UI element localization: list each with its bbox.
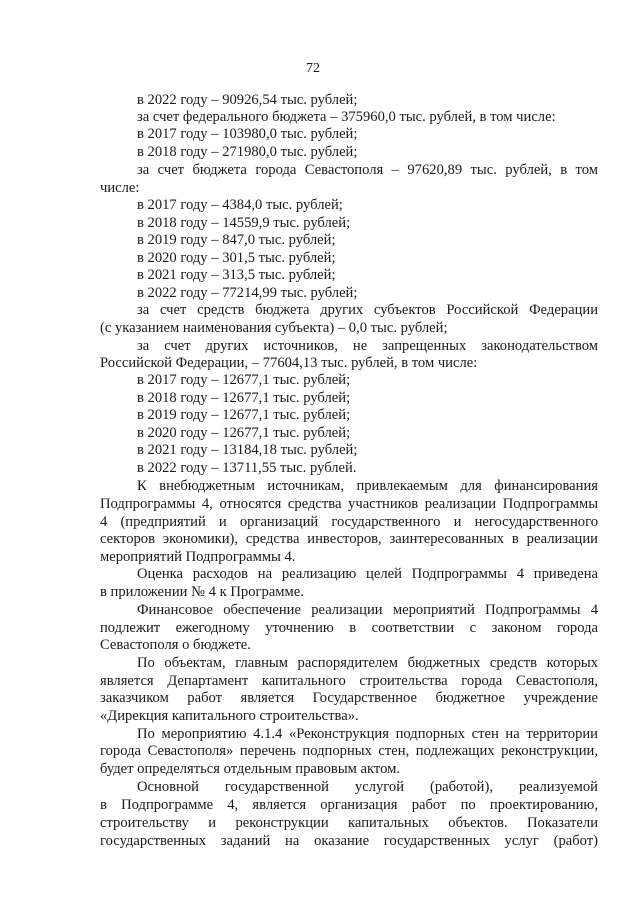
text-line: 4 (предприятий и организаций государственного и негосударственного [100,514,598,530]
text-line: города Севастополя» перечень подпорных стен, подлежащих реконструкции, [100,743,598,759]
text-line: По мероприятию 4.1.4 «Реконструкция подпорных стен на территории [137,726,598,742]
text-line: в 2018 году – 271980,0 тыс. рублей; [137,144,358,160]
text-line: в 2020 году – 301,5 тыс. рублей; [137,250,336,266]
text-line: будет определяться отдельным правовым актом. [100,761,400,777]
text-line: в 2021 году – 13184,18 тыс. рублей; [137,442,358,458]
text-line: за счет бюджета города Севастополя – 97620,89 тыс. рублей, в том [137,162,598,178]
text-line: строительству и реконструкции капитальных объектов. Показатели [100,815,598,831]
page-number: 72 [306,61,320,76]
text-line: Севастополя о бюджете. [100,637,251,653]
text-line: секторов экономики), средства инвесторов, заинтересованных в реализации [100,531,598,547]
text-line: «Дирекция капитального строительства». [100,708,359,724]
text-line: в 2019 году – 12677,1 тыс. рублей; [137,407,351,423]
text-line: числе: [100,180,140,196]
text-line: в 2019 году – 847,0 тыс. рублей; [137,232,336,248]
text-line: является Департамент капитального строительства города Севастополя, [100,673,598,689]
text-line: в 2022 году – 77214,99 тыс. рублей; [137,285,358,301]
text-line: подлежит ежегодному уточнению в соответствии с законом города [100,620,598,636]
text-line: в 2018 году – 14559,9 тыс. рублей; [137,215,351,231]
text-line: Основной государственной услугой (работой), реализуемой [137,779,598,795]
text-line: за счет других источников, не запрещенных законодательством [137,338,598,354]
text-line: Подпрограммы 4, относятся средства участников реализации Подпрограммы [100,496,598,512]
text-line: в 2022 году – 90926,54 тыс. рублей; [137,92,358,108]
text-line: в 2020 году – 12677,1 тыс. рублей; [137,425,351,441]
text-line: (с указанием наименования субъекта) – 0,0 тыс. рублей; [100,320,448,336]
text-line: в 2022 году – 13711,55 тыс. рублей. [137,460,357,476]
text-line: Финансовое обеспечение реализации мероприятий Подпрограммы 4 [137,602,598,618]
text-line: заказчиком работ является Государственное бюджетное учреждение [100,690,598,706]
text-line: в Подпрограмме 4, является организация работ по проектированию, [100,797,598,813]
text-line: Оценка расходов на реализацию целей Подпрограммы 4 приведена [137,566,598,582]
text-line: в 2021 году – 313,5 тыс. рублей; [137,267,336,283]
text-line: за счет федерального бюджета – 375960,0 тыс. рублей, в том числе: [137,109,556,125]
text-line: в 2017 году – 12677,1 тыс. рублей; [137,372,351,388]
text-line: за счет средств бюджета других субъектов Российской Федерации [137,302,598,318]
text-line: По объектам, главным распорядителем бюджетных средств которых [137,655,598,671]
text-line: в 2018 году – 12677,1 тыс. рублей; [137,390,351,406]
text-line: мероприятий Подпрограммы 4. [100,549,296,565]
text-line: К внебюджетным источникам, привлекаемым для финансирования [137,478,598,494]
text-line: Российской Федерации, – 77604,13 тыс. рублей, в том числе: [100,355,478,371]
text-line: в 2017 году – 4384,0 тыс. рублей; [137,197,343,213]
text-line: в 2017 году – 103980,0 тыс. рублей; [137,126,358,142]
text-line: в приложении № 4 к Программе. [100,584,304,600]
text-line: государственных заданий на оказание государственных услуг (работ) [100,833,598,849]
